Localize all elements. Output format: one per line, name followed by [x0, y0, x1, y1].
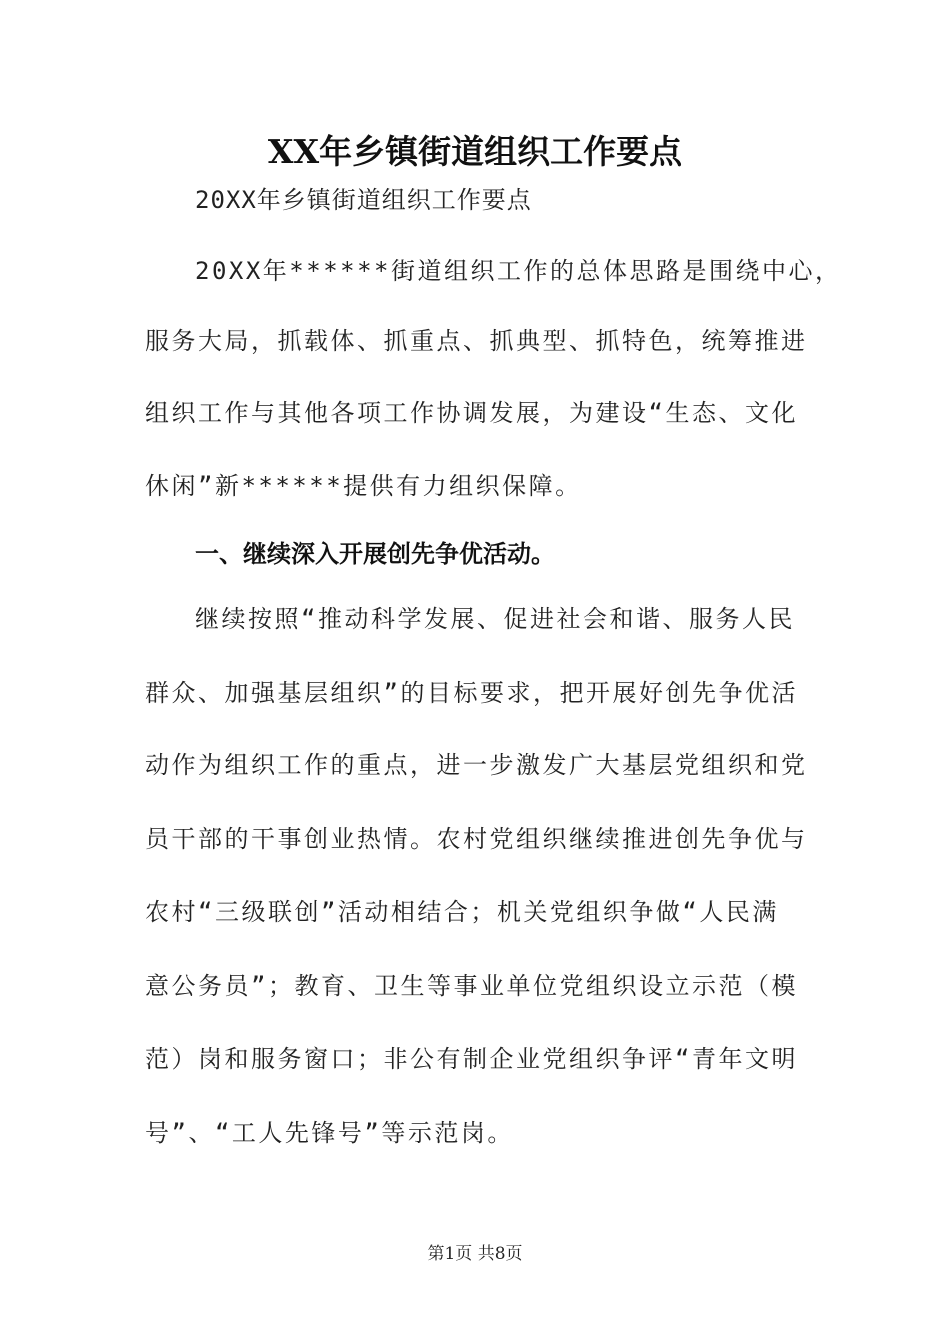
paragraph-2-line: 号”、“工人先锋号”等示范岗。 — [145, 1119, 514, 1147]
section-1-heading: 一、继续深入开展创先争优活动。 — [195, 540, 555, 568]
paragraph-2-line: 范）岗和服务窗口；非公有制企业党组织争评“青年文明 — [145, 1045, 798, 1073]
paragraph-2-line: 农村“三级联创”活动相结合；机关党组织争做“人民满 — [145, 898, 779, 926]
paragraph-2-line: 意公务员”；教育、卫生等事业单位党组织设立示范（模 — [145, 972, 798, 1000]
paragraph-1-line: 休闲”新******提供有力组织保障。 — [145, 472, 582, 500]
document-title: XX年乡镇街道组织工作要点 — [267, 132, 683, 171]
document-subtitle: 20XX年乡镇街道组织工作要点 — [195, 186, 532, 214]
paragraph-2-line: 群众、加强基层组织”的目标要求，把开展好创先争优活 — [145, 679, 798, 707]
paragraph-1-line: 组织工作与其他各项工作协调发展，为建设“生态、文化 — [145, 399, 798, 427]
page-footer: 第1页 共8页 — [427, 1244, 523, 1264]
paragraph-2-line: 动作为组织工作的重点，进一步激发广大基层党组织和党 — [145, 751, 808, 779]
paragraph-1-line: 服务大局，抓载体、抓重点、抓典型、抓特色，统筹推进 — [145, 327, 808, 355]
paragraph-2-line: 员干部的干事创业热情。农村党组织继续推进创先争优与 — [145, 825, 808, 853]
paragraph-2-line: 继续按照“推动科学发展、促进社会和谐、服务人民 — [195, 605, 795, 633]
paragraph-1-line: 20XX年******街道组织工作的总体思路是围绕中心， — [195, 257, 842, 285]
